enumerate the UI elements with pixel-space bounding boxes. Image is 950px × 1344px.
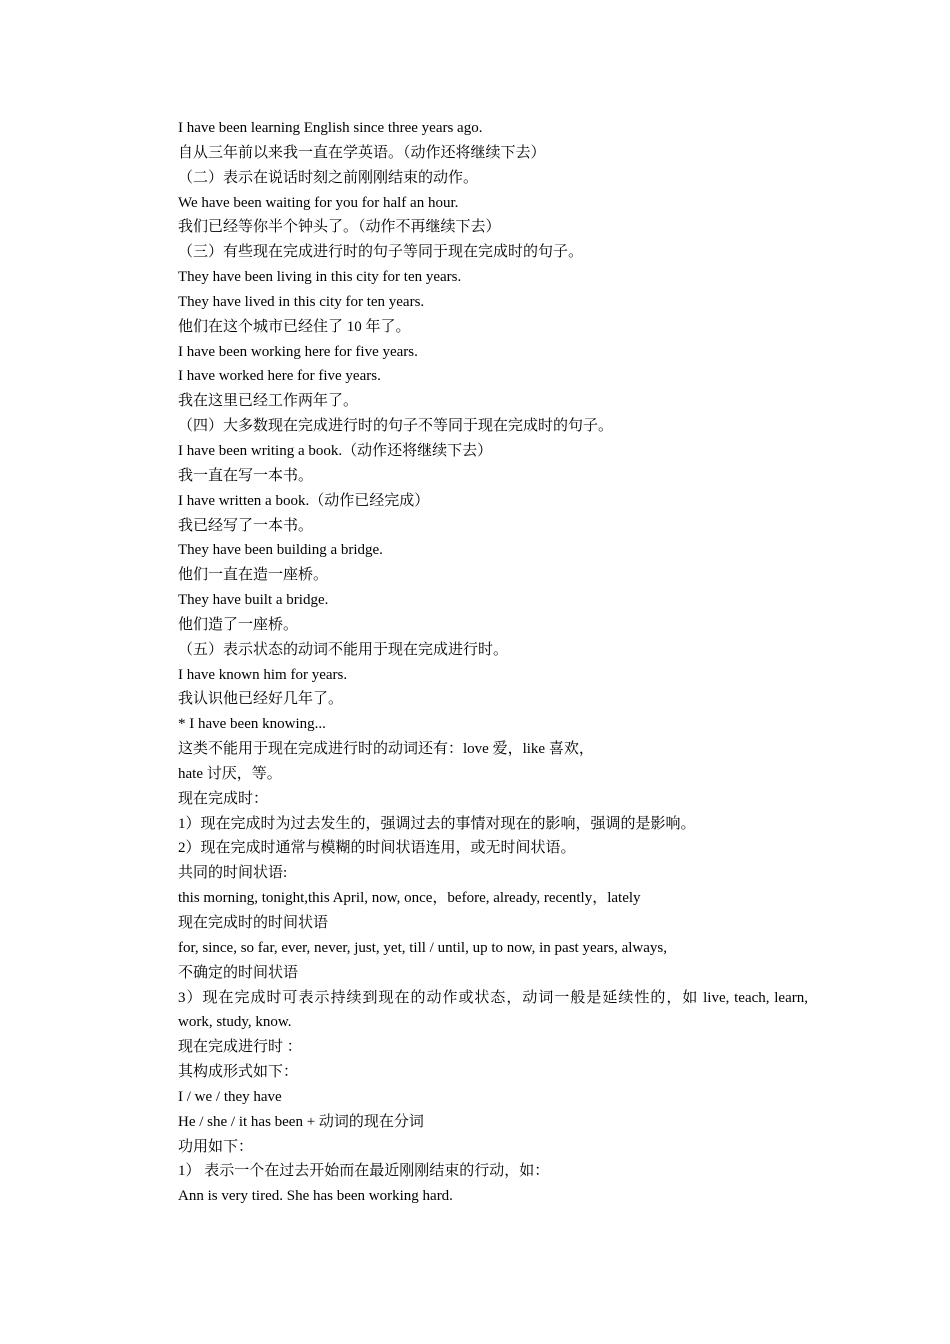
text-line: 1）现在完成时为过去发生的，强调过去的事情对现在的影响，强调的是影响。 xyxy=(178,815,696,832)
text-line: （三）有些现在完成进行时的句子等同于现在完成时的句子。 xyxy=(178,244,584,261)
text-line: I have known him for years. xyxy=(178,666,348,683)
text-line: 他们在这个城市已经住了 10 年了。 xyxy=(178,318,411,335)
text-line: 他们造了一座桥。 xyxy=(178,616,299,633)
text-line: They have built a bridge. xyxy=(178,592,329,609)
text-line: 我已经写了一本书。 xyxy=(178,517,314,534)
text-line: We have been waiting for you for half an hour. xyxy=(178,194,459,211)
text-line: 我一直在写一本书。 xyxy=(178,467,314,484)
text-line: （五）表示状态的动词不能用于现在完成进行时。 xyxy=(178,641,509,658)
text-line: I have worked here for five years. xyxy=(178,368,381,385)
text-line: 这类不能用于现在完成进行时的动词还有：love 爱，like 喜欢， xyxy=(178,741,594,758)
text-line: 我在这里已经工作两年了。 xyxy=(178,393,359,410)
text-line: this morning, tonight,this April, now, once，before, already, recently，lately xyxy=(178,890,641,907)
text-line: 共同的时间状语: xyxy=(178,865,288,882)
text-line: （四）大多数现在完成进行时的句子不等同于现在完成时的句子。 xyxy=(178,418,614,435)
text-line: （二）表示在说话时刻之前刚刚结束的动作。 xyxy=(178,169,479,186)
text-line: I have been working here for five years. xyxy=(178,343,418,360)
text-line: 他们一直在造一座桥。 xyxy=(178,567,329,584)
text-line: They have lived in this city for ten years. xyxy=(178,293,425,310)
text-line: I have been learning English since three years ago. xyxy=(178,120,483,136)
text-line: 其构成形式如下： xyxy=(178,1064,299,1081)
text-line: 我认识他已经好几年了。 xyxy=(178,691,344,708)
text-line: I / we / they have xyxy=(178,1088,282,1105)
text-line: They have been living in this city for ten years. xyxy=(178,269,462,286)
text-line: They have been building a bridge. xyxy=(178,542,383,559)
text-line: * I have been knowing... xyxy=(178,716,326,733)
text-line: 不确定的时间状语 xyxy=(178,964,299,981)
text-line: 2）现在完成时通常与模糊的时间状语连用，或无时间状语。 xyxy=(178,840,576,857)
text-line: 现在完成时： xyxy=(178,790,269,807)
text-line: 现在完成时的时间状语 xyxy=(178,915,329,931)
document-body xyxy=(178,116,818,1209)
text-line: He / she / it has been + 动词的现在分词 xyxy=(178,1113,424,1130)
text-line: 1） 表示一个在过去开始而在最近刚刚结束的行动，如： xyxy=(178,1163,550,1180)
text-line: hate 讨厌，等。 xyxy=(178,765,282,782)
text-line: 功用如下： xyxy=(178,1138,254,1155)
text-line: 现在完成进行时 ： xyxy=(178,1039,302,1056)
text-line: Ann is very tired. She has been working hard. xyxy=(178,1188,453,1205)
wrapped-paragraph: 3）现在完成时可表示持续到现在的动作或状态，动词一般是延续性的，如 live, teach, learn, work, study, know. xyxy=(178,989,808,1031)
text-line: I have been writing a book.（动作还将继续下去） xyxy=(178,442,493,459)
text-line: I have written a book.（动作已经完成） xyxy=(178,492,430,509)
text-line: for, since, so far, ever, never, just, yet, till / until, up to now, in past years, always, xyxy=(178,939,668,956)
text-line: 自从三年前以来我一直在学英语。（动作还将继续下去） xyxy=(178,144,546,161)
text-line: 我们已经等你半个钟头了。（动作不再继续下去） xyxy=(178,219,501,236)
